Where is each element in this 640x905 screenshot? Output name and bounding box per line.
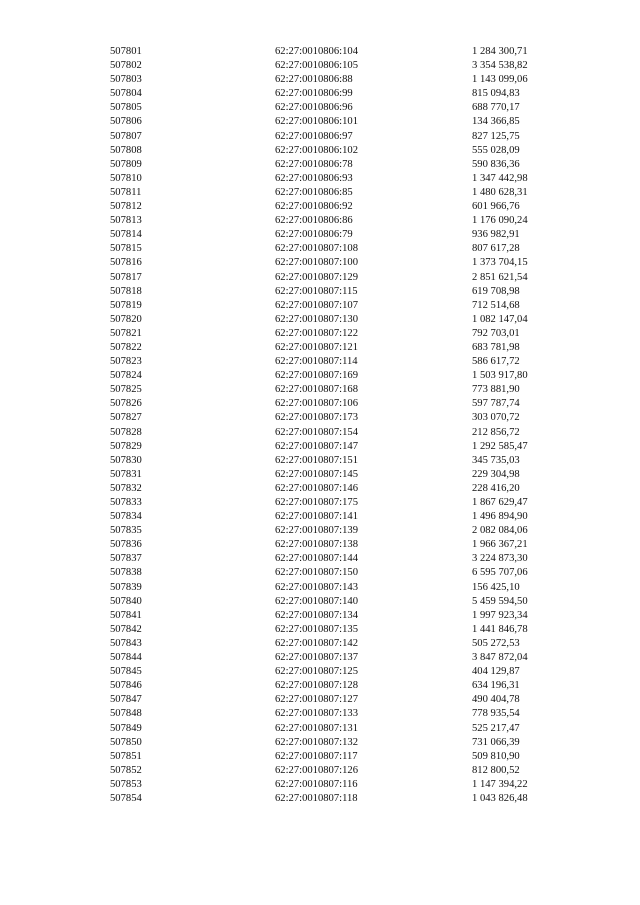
row-number-cell: 507820 (110, 313, 142, 325)
table-row (110, 383, 550, 397)
cadastral-number-cell: 62:27:0010807:114 (275, 356, 358, 368)
table-row (110, 369, 550, 383)
cadastral-value-cell: 1 966 367,21 (472, 539, 528, 551)
cadastral-value-cell: 827 125,75 (472, 130, 520, 142)
cadastral-number-cell: 62:27:0010807:145 (275, 468, 358, 480)
cadastral-number-cell: 62:27:0010806:79 (275, 229, 353, 241)
row-number-cell: 507848 (110, 708, 142, 720)
row-number-cell: 507815 (110, 243, 142, 255)
cadastral-number-cell: 62:27:0010807:139 (275, 525, 358, 537)
cadastral-value-cell: 1 503 917,80 (472, 370, 528, 382)
cadastral-number-cell: 62:27:0010806:88 (275, 74, 353, 86)
row-number-cell: 507803 (110, 74, 142, 86)
table-row (110, 651, 550, 665)
cadastral-value-cell: 509 810,90 (472, 750, 520, 762)
cadastral-value-cell: 1 176 090,24 (472, 215, 528, 227)
table-row (110, 214, 550, 228)
cadastral-value-cell: 212 856,72 (472, 426, 520, 438)
cadastral-number-cell: 62:27:0010807:144 (275, 553, 358, 565)
cadastral-number-cell: 62:27:0010807:134 (275, 609, 358, 621)
cadastral-value-cell: 807 617,28 (472, 243, 520, 255)
cadastral-number-cell: 62:27:0010806:104 (275, 46, 358, 57)
cadastral-number-cell: 62:27:0010807:133 (275, 708, 358, 720)
cadastral-number-cell: 62:27:0010807:169 (275, 370, 358, 382)
table-row (110, 172, 550, 186)
table-row (110, 426, 550, 440)
table-row (110, 778, 550, 792)
cadastral-number-cell: 62:27:0010807:140 (275, 595, 358, 607)
cadastral-value-cell: 936 982,91 (472, 229, 520, 241)
cadastral-value-cell: 228 416,20 (472, 482, 520, 494)
row-number-cell: 507802 (110, 60, 142, 72)
cadastral-number-cell: 62:27:0010806:93 (275, 172, 353, 184)
cadastral-value-cell: 2 082 084,06 (472, 525, 528, 537)
table-row (110, 623, 550, 637)
table-row (110, 144, 550, 158)
table-row (110, 510, 550, 524)
row-number-cell: 507807 (110, 130, 142, 142)
row-number-cell: 507847 (110, 694, 142, 706)
row-number-cell: 507830 (110, 454, 142, 466)
row-number-cell: 507825 (110, 384, 142, 396)
table-row (110, 764, 550, 778)
cadastral-number-cell: 62:27:0010807:173 (275, 412, 358, 424)
row-number-cell: 507840 (110, 595, 142, 607)
table-row (110, 158, 550, 172)
cadastral-value-cell: 1 143 099,06 (472, 74, 528, 86)
table-row (110, 200, 550, 214)
cadastral-value-cell: 815 094,83 (472, 88, 520, 100)
cadastral-number-cell: 62:27:0010806:102 (275, 144, 358, 156)
cadastral-value-cell: 601 966,76 (472, 201, 520, 213)
cadastral-number-cell: 62:27:0010807:141 (275, 511, 358, 523)
cadastral-value-cell: 3 224 873,30 (472, 553, 528, 565)
table-row (110, 722, 550, 736)
cadastral-number-cell: 62:27:0010807:118 (275, 792, 358, 804)
cadastral-value-cell: 1 284 300,71 (472, 46, 528, 57)
cadastral-number-cell: 62:27:0010807:142 (275, 637, 358, 649)
cadastral-number-cell: 62:27:0010807:175 (275, 497, 358, 508)
cadastral-value-cell: 683 781,98 (472, 341, 520, 353)
row-number-cell: 507804 (110, 88, 142, 100)
cadastral-value-cell: 619 708,98 (472, 285, 520, 297)
table-row (110, 341, 550, 355)
row-number-cell: 507829 (110, 440, 142, 452)
cadastral-number-cell: 62:27:0010806:78 (275, 158, 353, 170)
cadastral-value-cell: 1 292 585,47 (472, 440, 528, 452)
row-number-cell: 507810 (110, 172, 142, 184)
cadastral-number-cell: 62:27:0010807:128 (275, 680, 358, 692)
cadastral-number-cell: 62:27:0010807:129 (275, 271, 358, 283)
cadastral-value-cell: 1 867 629,47 (472, 497, 528, 508)
row-number-cell: 507805 (110, 102, 142, 114)
table-row (110, 242, 550, 256)
cadastral-value-table (110, 45, 550, 806)
cadastral-number-cell: 62:27:0010807:122 (275, 327, 358, 339)
row-number-cell: 507817 (110, 271, 142, 283)
row-number-cell: 507849 (110, 722, 142, 734)
table-row (110, 397, 550, 411)
row-number-cell: 507838 (110, 567, 142, 579)
table-row (110, 271, 550, 285)
cadastral-value-cell: 590 836,36 (472, 158, 520, 170)
cadastral-number-cell: 62:27:0010806:96 (275, 102, 353, 114)
cadastral-number-cell: 62:27:0010807:127 (275, 694, 358, 706)
row-number-cell: 507834 (110, 511, 142, 523)
row-number-cell: 507846 (110, 680, 142, 692)
row-number-cell: 507833 (110, 497, 142, 508)
table-row (110, 355, 550, 369)
table-row (110, 665, 550, 679)
row-number-cell: 507823 (110, 356, 142, 368)
cadastral-value-cell: 1 496 894,90 (472, 511, 528, 523)
table-row (110, 496, 550, 510)
cadastral-value-cell: 634 196,31 (472, 680, 520, 692)
table-row (110, 693, 550, 707)
row-number-cell: 507816 (110, 257, 142, 269)
cadastral-number-cell: 62:27:0010807:125 (275, 666, 358, 678)
row-number-cell: 507845 (110, 666, 142, 678)
row-number-cell: 507837 (110, 553, 142, 565)
table-row (110, 609, 550, 623)
table-row (110, 313, 550, 327)
cadastral-value-cell: 156 425,10 (472, 581, 520, 593)
table-row (110, 59, 550, 73)
cadastral-value-cell: 1 147 394,22 (472, 778, 528, 790)
cadastral-number-cell: 62:27:0010807:116 (275, 778, 358, 790)
cadastral-number-cell: 62:27:0010807:132 (275, 736, 358, 748)
table-row (110, 73, 550, 87)
cadastral-number-cell: 62:27:0010806:85 (275, 186, 353, 198)
cadastral-value-cell: 812 800,52 (472, 764, 520, 776)
cadastral-number-cell: 62:27:0010807:131 (275, 722, 358, 734)
cadastral-value-cell: 792 703,01 (472, 327, 520, 339)
table-row (110, 566, 550, 580)
table-row (110, 595, 550, 609)
table-row (110, 299, 550, 313)
cadastral-number-cell: 62:27:0010807:138 (275, 539, 358, 551)
table-row (110, 736, 550, 750)
table-row (110, 186, 550, 200)
cadastral-number-cell: 62:27:0010807:143 (275, 581, 358, 593)
table-row (110, 440, 550, 454)
table-row (110, 87, 550, 101)
row-number-cell: 507832 (110, 482, 142, 494)
cadastral-number-cell: 62:27:0010807:117 (275, 750, 358, 762)
row-number-cell: 507828 (110, 426, 142, 438)
row-number-cell: 507822 (110, 341, 142, 353)
cadastral-value-cell: 2 851 621,54 (472, 271, 528, 283)
cadastral-number-cell: 62:27:0010807:168 (275, 384, 358, 396)
row-number-cell: 507852 (110, 764, 142, 776)
cadastral-number-cell: 62:27:0010806:86 (275, 215, 353, 227)
row-number-cell: 507819 (110, 299, 142, 311)
row-number-cell: 507853 (110, 778, 142, 790)
cadastral-value-cell: 688 770,17 (472, 102, 520, 114)
cadastral-number-cell: 62:27:0010806:97 (275, 130, 353, 142)
cadastral-value-cell: 505 272,53 (472, 637, 520, 649)
table-row (110, 552, 550, 566)
row-number-cell: 507827 (110, 412, 142, 424)
row-number-cell: 507843 (110, 637, 142, 649)
row-number-cell: 507809 (110, 158, 142, 170)
row-number-cell: 507806 (110, 116, 142, 128)
table-row (110, 482, 550, 496)
row-number-cell: 507801 (110, 46, 142, 57)
cadastral-value-cell: 1 043 826,48 (472, 792, 528, 804)
row-number-cell: 507841 (110, 609, 142, 621)
row-number-cell: 507835 (110, 525, 142, 537)
cadastral-number-cell: 62:27:0010806:105 (275, 60, 358, 72)
cadastral-value-cell: 1 480 628,31 (472, 186, 528, 198)
row-number-cell: 507814 (110, 229, 142, 241)
cadastral-number-cell: 62:27:0010807:137 (275, 652, 358, 664)
row-number-cell: 507844 (110, 652, 142, 664)
cadastral-number-cell: 62:27:0010807:100 (275, 257, 358, 269)
cadastral-number-cell: 62:27:0010807:150 (275, 567, 358, 579)
table-row (110, 115, 550, 129)
row-number-cell: 507824 (110, 370, 142, 382)
cadastral-number-cell: 62:27:0010807:107 (275, 299, 358, 311)
cadastral-number-cell: 62:27:0010807:130 (275, 313, 358, 325)
row-number-cell: 507854 (110, 792, 142, 804)
cadastral-value-cell: 6 595 707,06 (472, 567, 528, 579)
cadastral-value-cell: 3 354 538,82 (472, 60, 528, 72)
row-number-cell: 507836 (110, 539, 142, 551)
cadastral-value-cell: 1 082 147,04 (472, 313, 528, 325)
cadastral-value-cell: 712 514,68 (472, 299, 520, 311)
cadastral-value-cell: 555 028,09 (472, 144, 520, 156)
table-row (110, 792, 550, 806)
row-number-cell: 507851 (110, 750, 142, 762)
cadastral-value-cell: 525 217,47 (472, 722, 520, 734)
table-row (110, 411, 550, 425)
table-row (110, 637, 550, 651)
row-number-cell: 507812 (110, 201, 142, 213)
cadastral-value-cell: 773 881,90 (472, 384, 520, 396)
row-number-cell: 507831 (110, 468, 142, 480)
cadastral-value-cell: 1 347 442,98 (472, 172, 528, 184)
row-number-cell: 507850 (110, 736, 142, 748)
cadastral-number-cell: 62:27:0010807:151 (275, 454, 358, 466)
cadastral-number-cell: 62:27:0010806:92 (275, 201, 353, 213)
cadastral-value-cell: 5 459 594,50 (472, 595, 528, 607)
table-row (110, 130, 550, 144)
cadastral-value-cell: 229 304,98 (472, 468, 520, 480)
cadastral-value-cell: 303 070,72 (472, 412, 520, 424)
table-row (110, 228, 550, 242)
table-row (110, 285, 550, 299)
table-row (110, 327, 550, 341)
cadastral-number-cell: 62:27:0010807:121 (275, 341, 358, 353)
table-row (110, 468, 550, 482)
table-row (110, 750, 550, 764)
cadastral-number-cell: 62:27:0010806:99 (275, 88, 353, 100)
table-row (110, 524, 550, 538)
cadastral-value-cell: 345 735,03 (472, 454, 520, 466)
cadastral-value-cell: 3 847 872,04 (472, 652, 528, 664)
cadastral-value-cell: 134 366,85 (472, 116, 520, 128)
row-number-cell: 507818 (110, 285, 142, 297)
row-number-cell: 507808 (110, 144, 142, 156)
cadastral-value-cell: 731 066,39 (472, 736, 520, 748)
row-number-cell: 507839 (110, 581, 142, 593)
cadastral-value-cell: 1 997 923,34 (472, 609, 528, 621)
table-row (110, 707, 550, 721)
cadastral-value-cell: 597 787,74 (472, 398, 520, 410)
cadastral-number-cell: 62:27:0010807:106 (275, 398, 358, 410)
cadastral-value-cell: 490 404,78 (472, 694, 520, 706)
cadastral-value-cell: 778 935,54 (472, 708, 520, 720)
cadastral-number-cell: 62:27:0010807:115 (275, 285, 358, 297)
table-row (110, 256, 550, 270)
row-number-cell: 507811 (110, 186, 142, 198)
cadastral-number-cell: 62:27:0010807:135 (275, 623, 358, 635)
cadastral-number-cell: 62:27:0010807:147 (275, 440, 358, 452)
table-row (110, 454, 550, 468)
cadastral-number-cell: 62:27:0010807:126 (275, 764, 358, 776)
row-number-cell: 507826 (110, 398, 142, 410)
cadastral-number-cell: 62:27:0010807:108 (275, 243, 358, 255)
cadastral-number-cell: 62:27:0010806:101 (275, 116, 358, 128)
table-row (110, 45, 550, 59)
cadastral-value-cell: 1 441 846,78 (472, 623, 528, 635)
table-row (110, 581, 550, 595)
cadastral-value-cell: 1 373 704,15 (472, 257, 528, 269)
cadastral-value-cell: 586 617,72 (472, 356, 520, 368)
table-row (110, 101, 550, 115)
table-row (110, 538, 550, 552)
cadastral-value-cell: 404 129,87 (472, 666, 520, 678)
cadastral-number-cell: 62:27:0010807:154 (275, 426, 358, 438)
cadastral-number-cell: 62:27:0010807:146 (275, 482, 358, 494)
row-number-cell: 507813 (110, 215, 142, 227)
row-number-cell: 507821 (110, 327, 142, 339)
row-number-cell: 507842 (110, 623, 142, 635)
table-row (110, 679, 550, 693)
